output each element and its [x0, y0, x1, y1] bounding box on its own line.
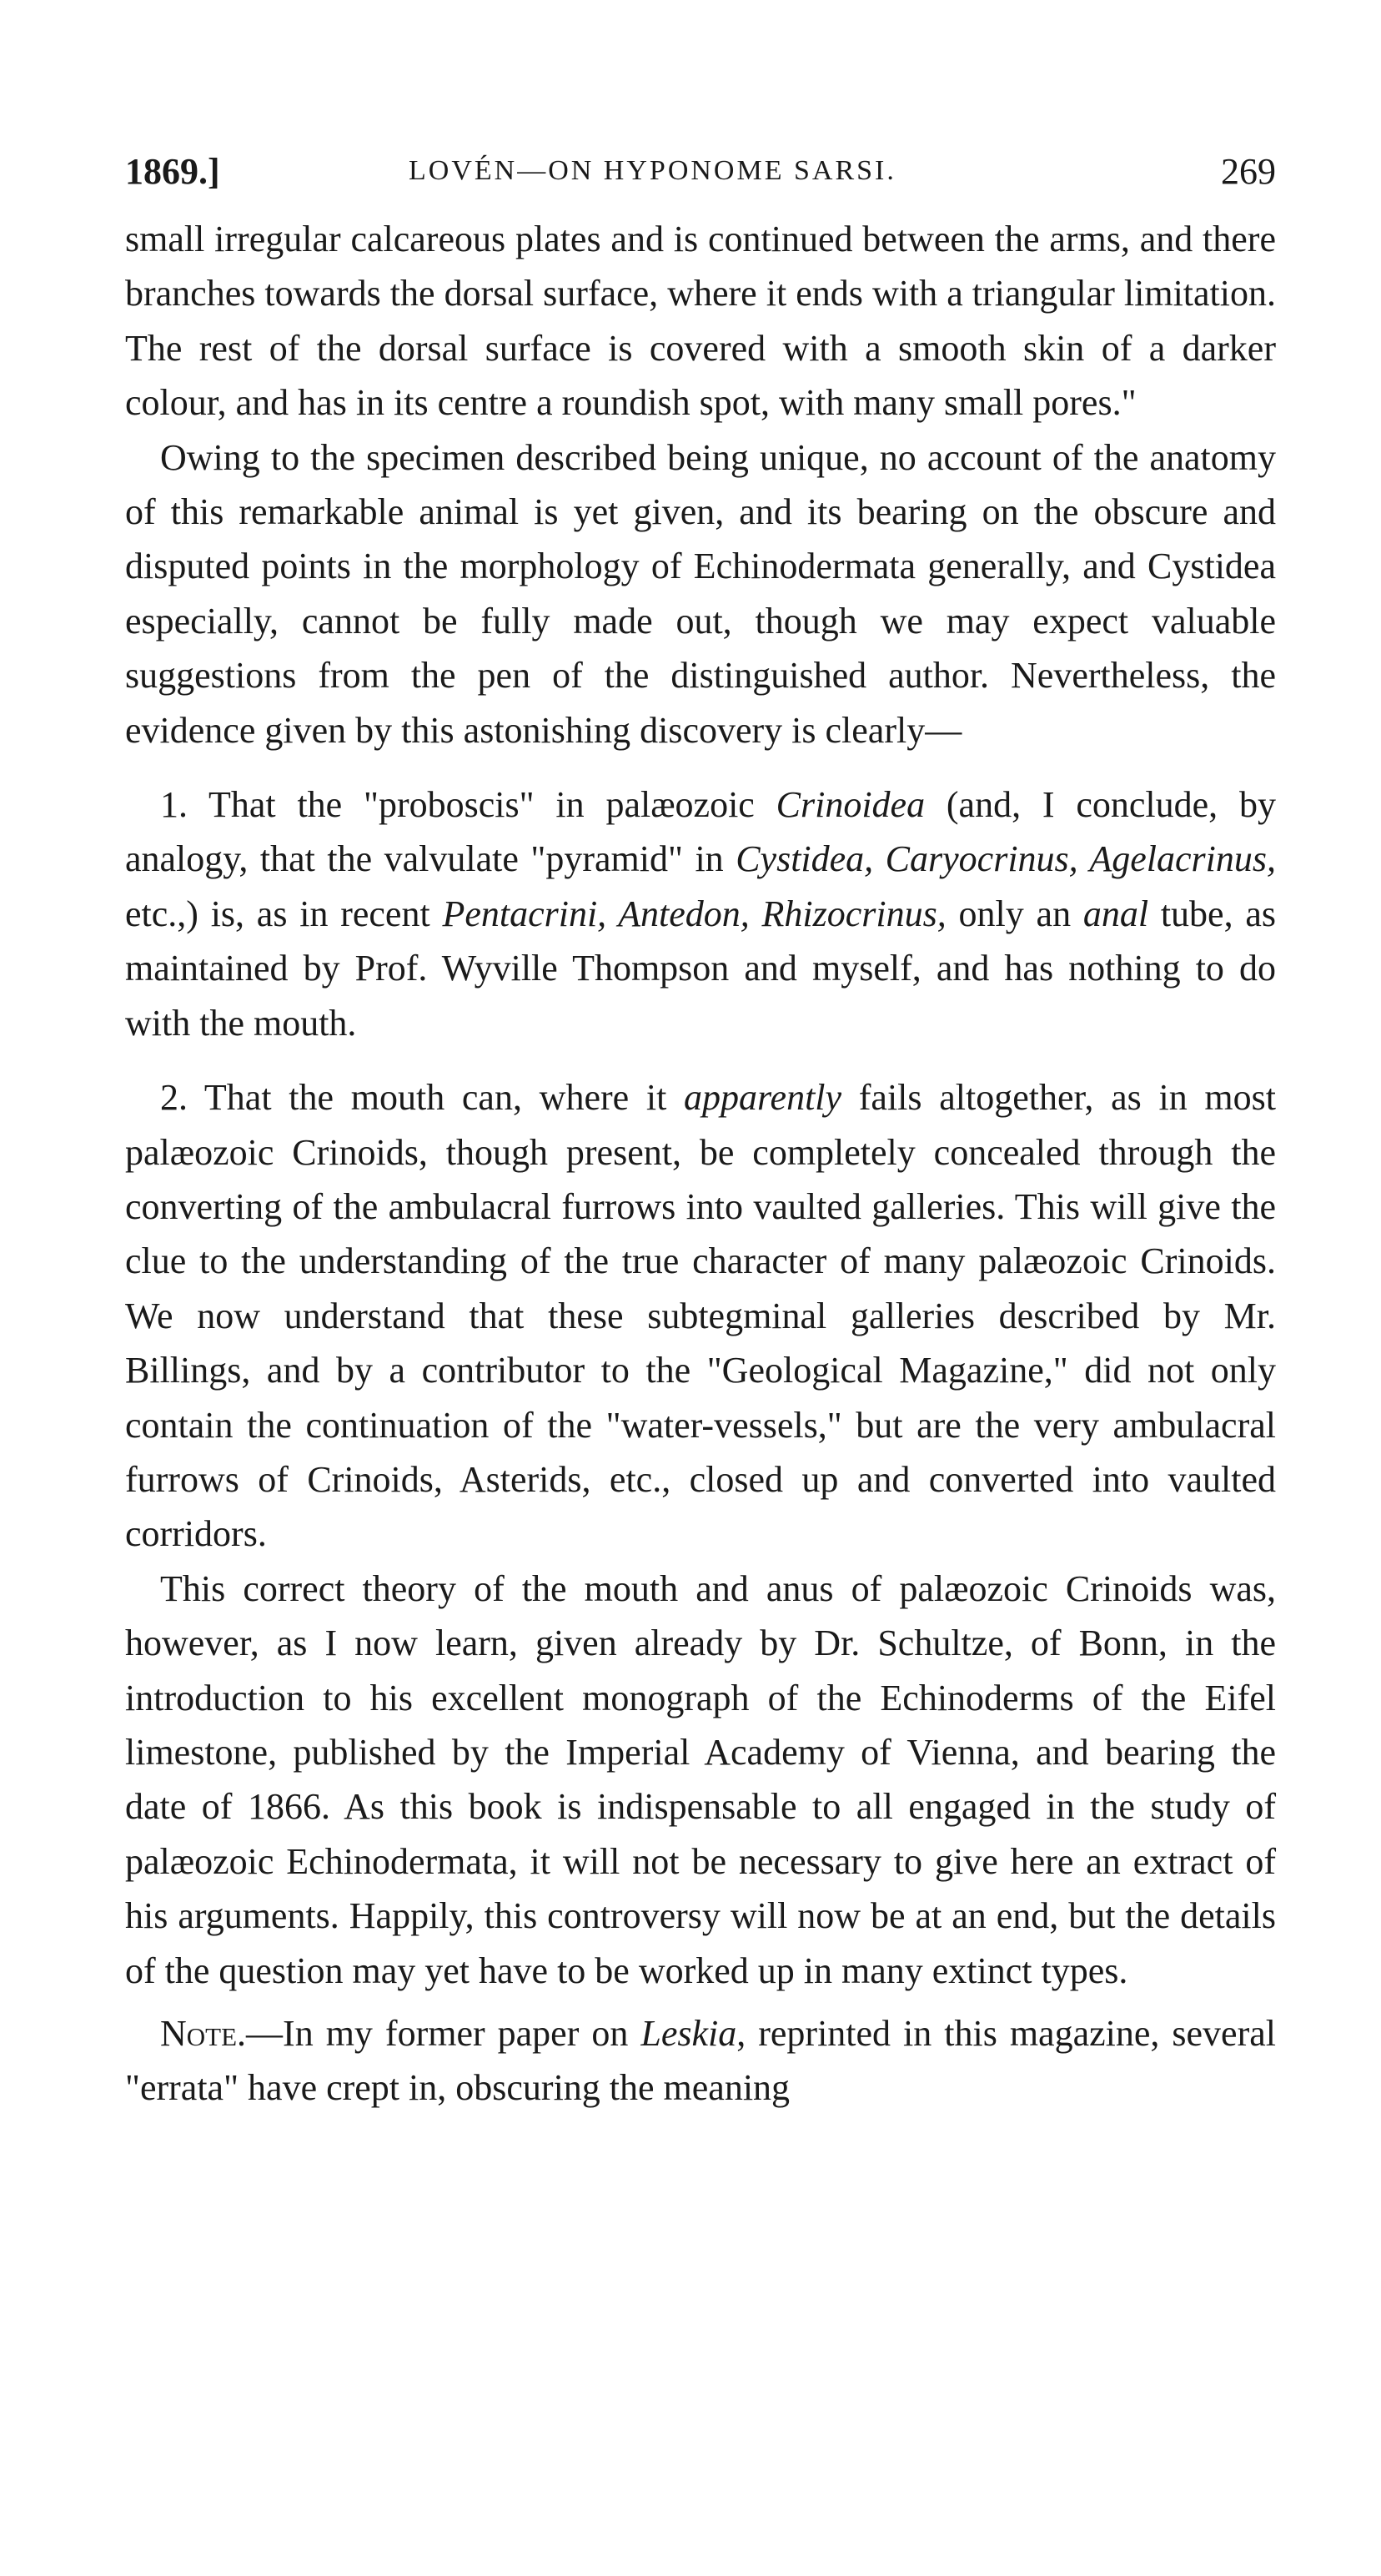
page-number: 269 — [1221, 151, 1276, 192]
note-text-b: —In my former paper on — [246, 2013, 641, 2054]
p4-text-c: fails altogether, as in most palæozoic Crinoids, though present, be completely concealed through the converting of the ambulacral furrows into vaulted galleries. This will give the clue to the understanding of the true character of many palæozoic Crinoids. We now understand that these subtegminal galleries described by Mr. Billings, and by a contributor to the "Geological Magazine," did not only contain the continuation of the "water-vessels," but are the very ambulacral furrows of Crinoids, Asterids, etc., closed up and converted into vaulted corridors. — [125, 1077, 1276, 1555]
p4-italic-apparently: apparently — [684, 1077, 842, 1119]
p3-text-e: etc.,) is, as in recent — [125, 893, 443, 934]
body-text — [125, 212, 1276, 2116]
note-label: Note. — [160, 2013, 247, 2054]
running-head — [125, 150, 1276, 209]
page — [125, 150, 1276, 2116]
header-year: 1869.] — [125, 151, 220, 192]
p3-text-a: 1. That the "proboscis" in palæozoic — [160, 784, 776, 826]
header-title: LOVÉN—ON HYPONOME SARSI. — [409, 155, 896, 186]
paragraph-4 — [125, 1070, 1276, 1562]
p3-text-i: tube, as maintained by Prof. Wyville Thompson and myself, and has nothing to do with the mouth. — [125, 893, 1276, 1044]
p3-italic-anal: anal — [1082, 893, 1149, 934]
note-italic-leskia: Leskia — [640, 2013, 737, 2054]
paragraph-2: Owing to the specimen described being unique, no account of the anatomy of this remarkable animal is yet given, and its bearing on the obscure and disputed points in the morphology of Echinodermata generally, and Cystidea especially, cannot be fully made out, though we may expect valuable suggestions from the pen of the distinguished author. Nevertheless, the evidence given by this astonishing discovery is clearly— — [125, 436, 1276, 751]
p3-italic-crinoidea: Crinoidea — [776, 784, 926, 826]
p4-text-a: 2. That the mouth can, where it — [160, 1077, 685, 1119]
p3-italic-pentacrini: Pentacrini, Antedon, Rhizocrinus, — [442, 893, 947, 934]
paragraph-1: small irregular calcareous plates and is continued between the arms, and there branches towards the dorsal surface, where it ends with a triangular limitation. The rest of the dorsal surface is covered with a smooth skin of a darker colour, and has in its centre a roundish spot, with many small pores." — [125, 219, 1276, 424]
p3-italic-cystidea: Cystidea, Caryocrinus, Agelacrinus, — [736, 838, 1276, 880]
paragraph-3 — [125, 777, 1276, 1050]
note-text-d: , reprinted in this magazine, several "errata" have crept in, obscuring the meaning — [125, 2013, 1276, 2109]
paragraph-note — [125, 2006, 1276, 2116]
p3-text-c: (and, I conclude, by analogy, that the valvulate "pyramid" in — [125, 784, 1276, 880]
p3-text-g: only an — [946, 893, 1083, 934]
paragraph-5: This correct theory of the mouth and anus of palæozoic Crinoids was, however, as I now learn, given already by Dr. Schultze, of Bonn, in the introduction to his excellent monograph of the Echinoderms of the Eifel limestone, published by the Imperial Academy of Vienna, and bearing the date of 1866. As this book is indispensable to all engaged in the study of palæozoic Echinodermata, it will not be necessary to give here an extract of his arguments. Happily, this controversy will now be at an end, but the details of the question may yet have to be worked up in many extinct types. — [125, 1567, 1276, 1991]
